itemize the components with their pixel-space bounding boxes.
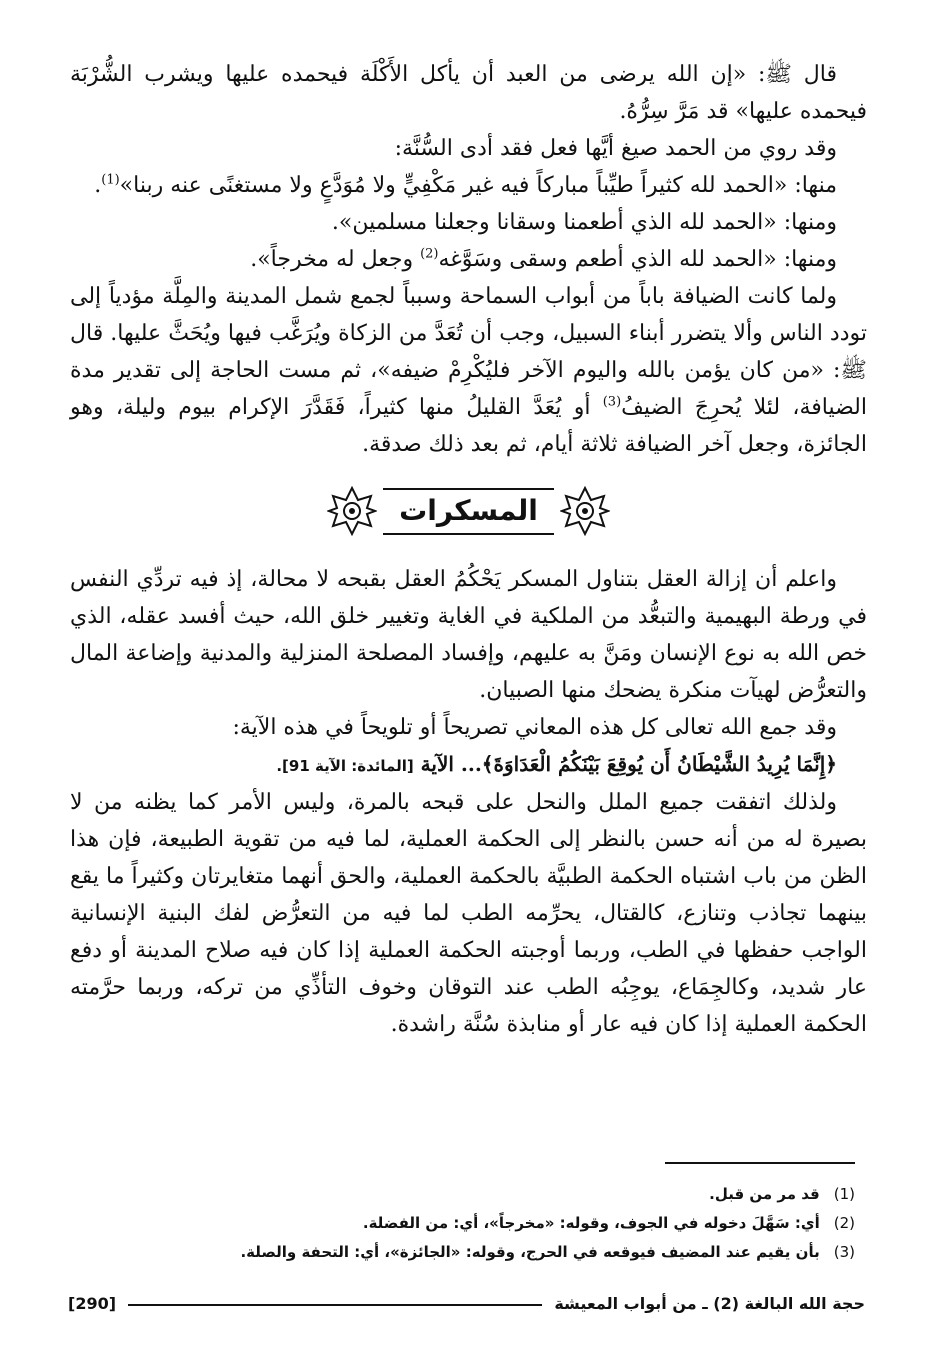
hamd-form-1-end: . [94, 173, 102, 198]
section-heading [70, 469, 867, 553]
footnote-number: (1) [833, 1185, 855, 1203]
footnote-text: قد مر من قبل. [709, 1185, 820, 1203]
footnote-item [135, 1180, 855, 1209]
footnote-text: أي: سَهَّلَ دخوله في الجوف، وقوله: «مخرجاً»، أي: من الفضلة. [362, 1214, 820, 1232]
paragraph-hospitality-b: أو يُعَدَّ القليلُ منها كثيراً، فَقَدَّرَ الإكرام بيوم وليلة، وهو الجائزة، وجعل آخر الضيافة ثلاثة أيام، ثم بعد ذلك صدقة. [70, 395, 867, 457]
quran-verse-text: ﴿إِنَّمَا يُرِيدُ الشَّيْطَانُ أَن يُوقِعَ بَيْنَكُمُ الْعَدَاوَةَ﴾... الآية [413, 752, 837, 776]
quran-verse [70, 746, 867, 784]
star-ornament-icon [560, 486, 610, 536]
paragraph-medical-wisdom: ولذلك اتفقت جميع الملل والنحل على قبحه بالمرة، وليس الأمر كما يظنه من لا بصيرة له من أنه حسن بالنظر إلى الحكمة العملية، لما فيه من تقوية الطبيعة، فإن هذا الظن من باب اشتباه الحكمة الطبيَّة بالحكمة العملية، والحق أنهما متغايرتان وكثيراً ما يقع بينهما تجاذب وتنازع، كالقتال، يحرِّمه الطب لما فيه من التعرُّض لفك البنية الإنسانية الواجب حفظها في الطب، وربما أوجبته الحكمة العملية إذا كان فيه صلاح المدينة أو دفع عار شديد، وكالجِمَاع، يوجِبُه الطب عند التوقان وخوف التأذِّي من تركه، وربما حرَّمته الحكمة العملية إذا كان فيه عار أو منابذة سُنَّة راشدة. [70, 790, 867, 1037]
hamd-form-1 [70, 167, 867, 204]
footnote-number: (3) [833, 1243, 855, 1261]
paragraph-hospitality-a: ولما كانت الضيافة باباً من أبواب السماحة وسبباً لجمع شمل المدينة والمِلَّة مؤدياً إلى تودد الناس وألا يتضرر أبناء السبيل، وجب أن تُعَدَّ من الزكاة ويُرَغَّب فيها ويُحَثَّ عليها. قال ﷺ: «من كان يؤمن بالله واليوم الآخر فليُكْرِمْ ضيفه»، ثم مست الحاجة إلى تقدير مدة الضيافة، لئلا يُحرِجَ الضيفُ [70, 284, 867, 420]
page-body [70, 56, 867, 1043]
paragraph-hospitality [70, 278, 867, 463]
footnote-ref-2: (2) [420, 246, 439, 262]
footer-rule [128, 1304, 542, 1306]
star-ornament-icon [327, 486, 377, 536]
hamd-form-1-text: «الحمد لله كثيراً طيِّباً مباركاً فيه غير مَكْفِيٍّ ولا مُوَدَّعٍ ولا مستغنًى عنه ربنا» [119, 173, 788, 198]
footnote-ref-3: (3) [602, 394, 622, 410]
paragraph-intoxicants: واعلم أن إزالة العقل بتناول المسكر يَحْكُمُ العقل بقبحه لا محالة، إذ فيه تردِّي النفس في ورطة البهيمية والتبعُّد من الملكية في الغاية وتغيير خلق الله، حيث أفسد عقله، الذي خص الله به نوع الإنسان ومَنَّ به عليهم، وإفساد المصلحة المنزلية والمدنية وإضاعة المال والتعرُّض لهيآت منكرة يضحك منها الصبيان. [70, 567, 867, 703]
hamd-form-3-a: ومنها: «الحمد لله الذي أطعم وسقى وسَوَّغه [438, 247, 837, 272]
footnote-number: (2) [833, 1214, 855, 1232]
hamd-form-3 [70, 241, 867, 278]
page-number: [290] [68, 1294, 117, 1313]
footnote-item [135, 1209, 855, 1238]
quran-verse-reference: [المائدة: الآية 91]. [276, 757, 414, 775]
hamd-form-3-b: وجعل له مخرجاً». [250, 247, 421, 272]
running-title: حجة الله البالغة (2) ـ من أبواب المعيشة [554, 1294, 865, 1313]
page-footer [68, 1294, 865, 1313]
paragraph-verse-intro: وقد جمع الله تعالى كل هذه المعاني تصريحاً أو تلويحاً في هذه الآية: [232, 715, 837, 740]
hamd-form-1-label: منها: [787, 173, 837, 198]
section-title: المسكرات [383, 488, 554, 535]
paragraph-hadith-hamd: قال ﷺ: «إن الله يرضى من العبد أن يأكل الأَكْلَة فيحمده عليها ويشرب الشُّرْبَة فيحمده عليها» قد مَرَّ سِرُّهُ. [70, 62, 867, 124]
footnote-item [135, 1238, 855, 1267]
footnote-divider [665, 1162, 855, 1164]
footnote-ref-1: (1) [101, 172, 120, 188]
footnote-text: بأن يقيم عند المضيف فيوقعه في الحرج، وقوله: «الجائزة»، أي: التحفة والصلة. [240, 1243, 820, 1261]
footnotes [135, 1180, 855, 1267]
paragraph-hamd-forms-intro: وقد روي من الحمد صيغ أيَّها فعل فقد أدى السُّنَّة: [394, 136, 837, 161]
hamd-form-2: ومنها: «الحمد لله الذي أطعمنا وسقانا وجعلنا مسلمين». [331, 210, 837, 235]
